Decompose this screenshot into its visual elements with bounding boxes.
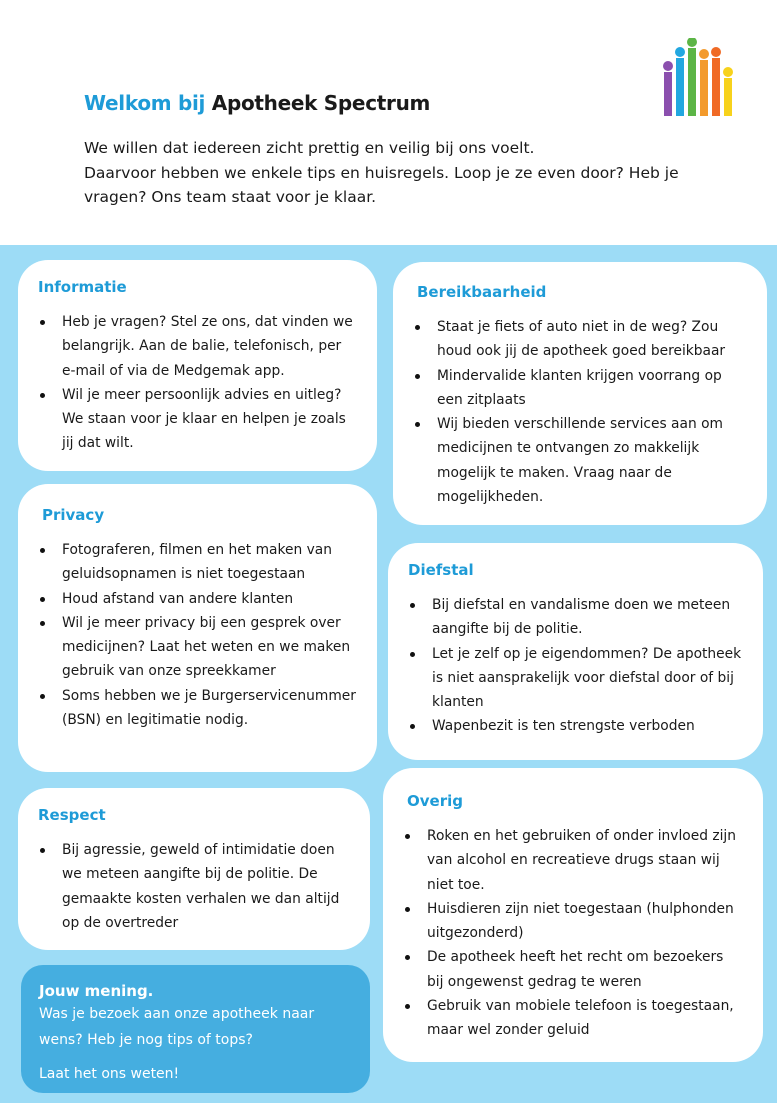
section-title: Privacy xyxy=(42,506,105,524)
opinion-cta: Laat het ons weten! xyxy=(39,1066,180,1082)
list-item: Bij agressie, geweld of intimidatie doen we meteen aangifte bij de politie. De gemaakte kosten verhalen we dan altijd op de overtreder xyxy=(38,838,350,935)
opinion-title: Jouw mening. xyxy=(39,982,154,1000)
card-informatie xyxy=(18,260,377,471)
list-item: Wij bieden verschillende services aan om medicijnen te ontvangen zo makkelijk mogelijk te maken. Vraag naar de mogelijkheden. xyxy=(413,412,747,509)
card-respect xyxy=(18,788,370,950)
list-item: Huisdieren zijn niet toegestaan (hulphonden uitgezonderd) xyxy=(403,897,743,946)
page-title: Welkom bij Apotheek Spectrum xyxy=(84,91,431,115)
card-bereikbaarheid xyxy=(393,262,767,525)
list-item: Houd afstand van andere klanten xyxy=(38,587,357,611)
list-item: Heb je vragen? Stel ze ons, dat vinden we belangrijk. Aan de balie, telefonisch, per e-mail of via de Medgemak app. xyxy=(38,310,357,383)
list-item: Fotograferen, filmen en het maken van geluidsopnamen is niet toegestaan xyxy=(38,538,357,587)
list-item: Gebruik van mobiele telefoon is toegestaan, maar wel zonder geluid xyxy=(403,994,743,1043)
opinion-text: Was je bezoek aan onze apotheek naar wens? Heb je nog tips of tops? xyxy=(39,1006,315,1048)
list-item: Wapenbezit is ten strengste verboden xyxy=(408,714,743,738)
section-title: Respect xyxy=(38,806,106,824)
list-item: Soms hebben we je Burgerservicenummer (BSN) en legitimatie nodig. xyxy=(38,684,357,733)
list-item: Let je zelf op je eigendommen? De apotheek is niet aansprakelijk voor diefstal door of bij klanten xyxy=(408,642,743,715)
list-item: De apotheek heeft het recht om bezoekers bij ongewenst gedrag te weren xyxy=(403,945,743,994)
list-item: Wil je meer persoonlijk advies en uitleg? We staan voor je klaar en helpen je zoals jij dat wilt. xyxy=(38,383,357,456)
apotheek-spectrum-logo xyxy=(662,38,738,116)
list-item: Mindervalide klanten krijgen voorrang op een zitplaats xyxy=(413,364,747,413)
card-overig xyxy=(383,768,763,1062)
section-title: Diefstal xyxy=(408,561,474,579)
list-item: Staat je fiets of auto niet in de weg? Zou houd ook jij de apotheek goed bereikbaar xyxy=(413,315,747,364)
intro-text: We willen dat iedereen zicht prettig en veilig bij ons voelt. Daarvoor hebben we enkele tips en huisregels. Loop je ze even door? Heb je vragen? Ons team staat voor je klaar. xyxy=(84,139,679,206)
list-item: Roken en het gebruiken of onder invloed zijn van alcohol en recreatieve drugs staan wij niet toe. xyxy=(403,824,743,897)
section-title: Informatie xyxy=(38,278,127,296)
opinion-box xyxy=(21,965,370,1093)
section-title: Overig xyxy=(407,792,463,810)
card-privacy xyxy=(18,484,377,772)
section-title: Bereikbaarheid xyxy=(417,283,547,301)
card-diefstal xyxy=(388,543,763,760)
list-item: Wil je meer privacy bij een gesprek over medicijnen? Laat het weten en we maken gebruik van onze spreekkamer xyxy=(38,611,357,684)
list-item: Bij diefstal en vandalisme doen we meteen aangifte bij de politie. xyxy=(408,593,743,642)
